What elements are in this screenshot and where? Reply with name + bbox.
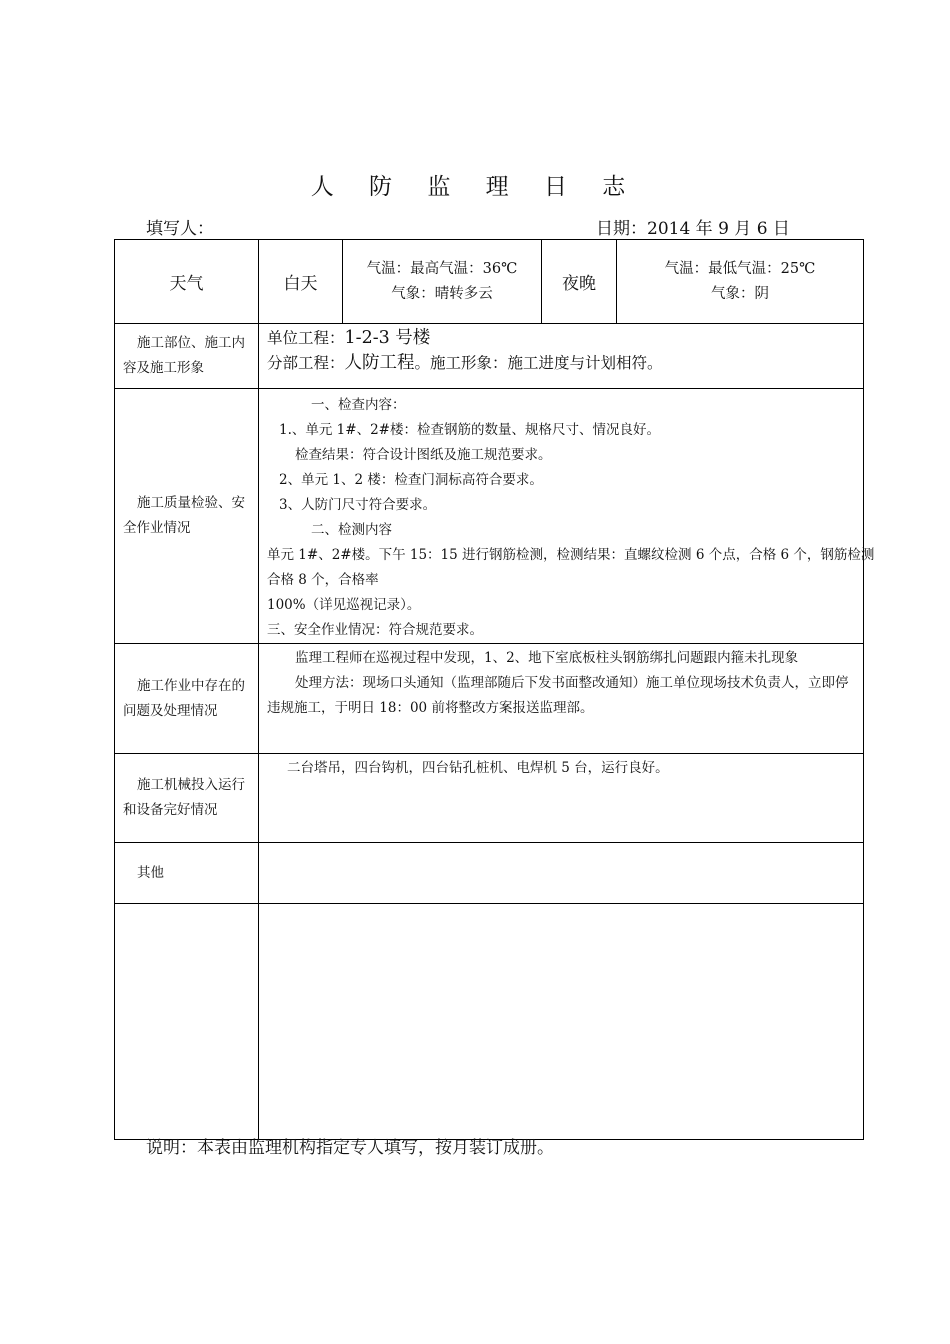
quality-line: 2、单元 1、2 楼：检查门洞标高符合要求。 bbox=[279, 472, 543, 488]
construction-row bbox=[115, 324, 864, 389]
quality-line: 单元 1#、2#楼。下午 15：15 进行钢筋检测，检测结果：直螺纹检测 6 个点，合格 6 个，钢筋检测 bbox=[267, 547, 875, 563]
problems-row bbox=[115, 644, 864, 754]
quality-line: 检查结果：符合设计图纸及施工规范要求。 bbox=[295, 447, 552, 463]
quality-line: 3、人防门尺寸符合要求。 bbox=[279, 497, 437, 513]
machinery-label: 施工机械投入运行和设备完好情况 bbox=[115, 754, 259, 843]
sub-prefix: 分部工程： bbox=[267, 354, 345, 372]
problems-line: 监理工程师在巡视过程中发现，1、2、地下室底板柱头钢筋绑扎问题跟内箍未扎现象 bbox=[295, 650, 799, 666]
machinery-text: 二台塔吊，四台钩机，四台钻孔桩机、电焊机 5 台，运行良好。 bbox=[287, 760, 669, 776]
blank-row bbox=[115, 904, 864, 1140]
sub-value: 人防工程 bbox=[344, 353, 415, 373]
quality-line: 二、检测内容 bbox=[311, 522, 392, 538]
quality-line: 一、检查内容： bbox=[311, 397, 406, 413]
other-row bbox=[115, 843, 864, 904]
unit-project bbox=[267, 326, 855, 350]
day-temp: 气温：最高气温：36℃ bbox=[366, 260, 518, 277]
weather-row bbox=[115, 240, 864, 324]
unit-prefix: 单位工程： bbox=[267, 329, 345, 347]
blank-label-cell bbox=[115, 904, 259, 1140]
problems-line: 违规施工，于明日 18：00 前将整改方案报送监理部。 bbox=[267, 700, 594, 716]
quality-row bbox=[115, 389, 864, 644]
sub-rest: 。施工形象：施工进度与计划相符。 bbox=[414, 354, 663, 372]
construction-label: 施工部位、施工内容及施工形象 bbox=[115, 324, 259, 389]
quality-line: 三、安全作业情况：符合规范要求。 bbox=[267, 622, 483, 638]
footer-note: 说明：本表由监理机构指定专人填写，按月装订成册。 bbox=[146, 1138, 554, 1158]
day-label: 白天 bbox=[259, 240, 343, 324]
construction-content bbox=[259, 324, 864, 389]
night-weather bbox=[617, 240, 864, 324]
machinery-content bbox=[259, 754, 864, 843]
unit-value: 1-2-3 号楼 bbox=[344, 328, 431, 348]
sub-project bbox=[267, 350, 855, 376]
problems-label: 施工作业中存在的问题及处理情况 bbox=[115, 644, 259, 754]
quality-content bbox=[259, 389, 875, 644]
night-condition: 气象：阴 bbox=[711, 285, 769, 302]
night-label: 夜晚 bbox=[542, 240, 617, 324]
weather-label: 天气 bbox=[115, 240, 259, 324]
day-condition: 气象：晴转多云 bbox=[391, 285, 493, 302]
page-title: 人 防 监 理 日 志 bbox=[310, 174, 640, 200]
date-text: 日期：2014 年 9 月 6 日 bbox=[596, 219, 790, 239]
quality-label: 施工质量检验、安全作业情况 bbox=[115, 389, 259, 644]
log-table bbox=[114, 239, 875, 1140]
other-label: 其他 bbox=[115, 843, 259, 904]
other-content bbox=[259, 843, 864, 904]
problems-line: 处理方法：现场口头通知（监理部随后下发书面整改通知）施工单位现场技术负责人，立即停 bbox=[295, 675, 849, 691]
day-weather bbox=[343, 240, 542, 324]
filler-label: 填写人： bbox=[146, 219, 214, 239]
quality-line: 1.、单元 1#、2#楼：检查钢筋的数量、规格尺寸、情况良好。 bbox=[279, 422, 660, 438]
night-temp: 气温：最低气温：25℃ bbox=[664, 260, 816, 277]
quality-line: 合格 8 个，合格率 bbox=[267, 572, 379, 588]
blank-content-cell bbox=[259, 904, 864, 1140]
problems-content bbox=[259, 644, 864, 754]
machinery-row bbox=[115, 754, 864, 843]
quality-line: 100%（详见巡视记录）。 bbox=[267, 597, 421, 613]
